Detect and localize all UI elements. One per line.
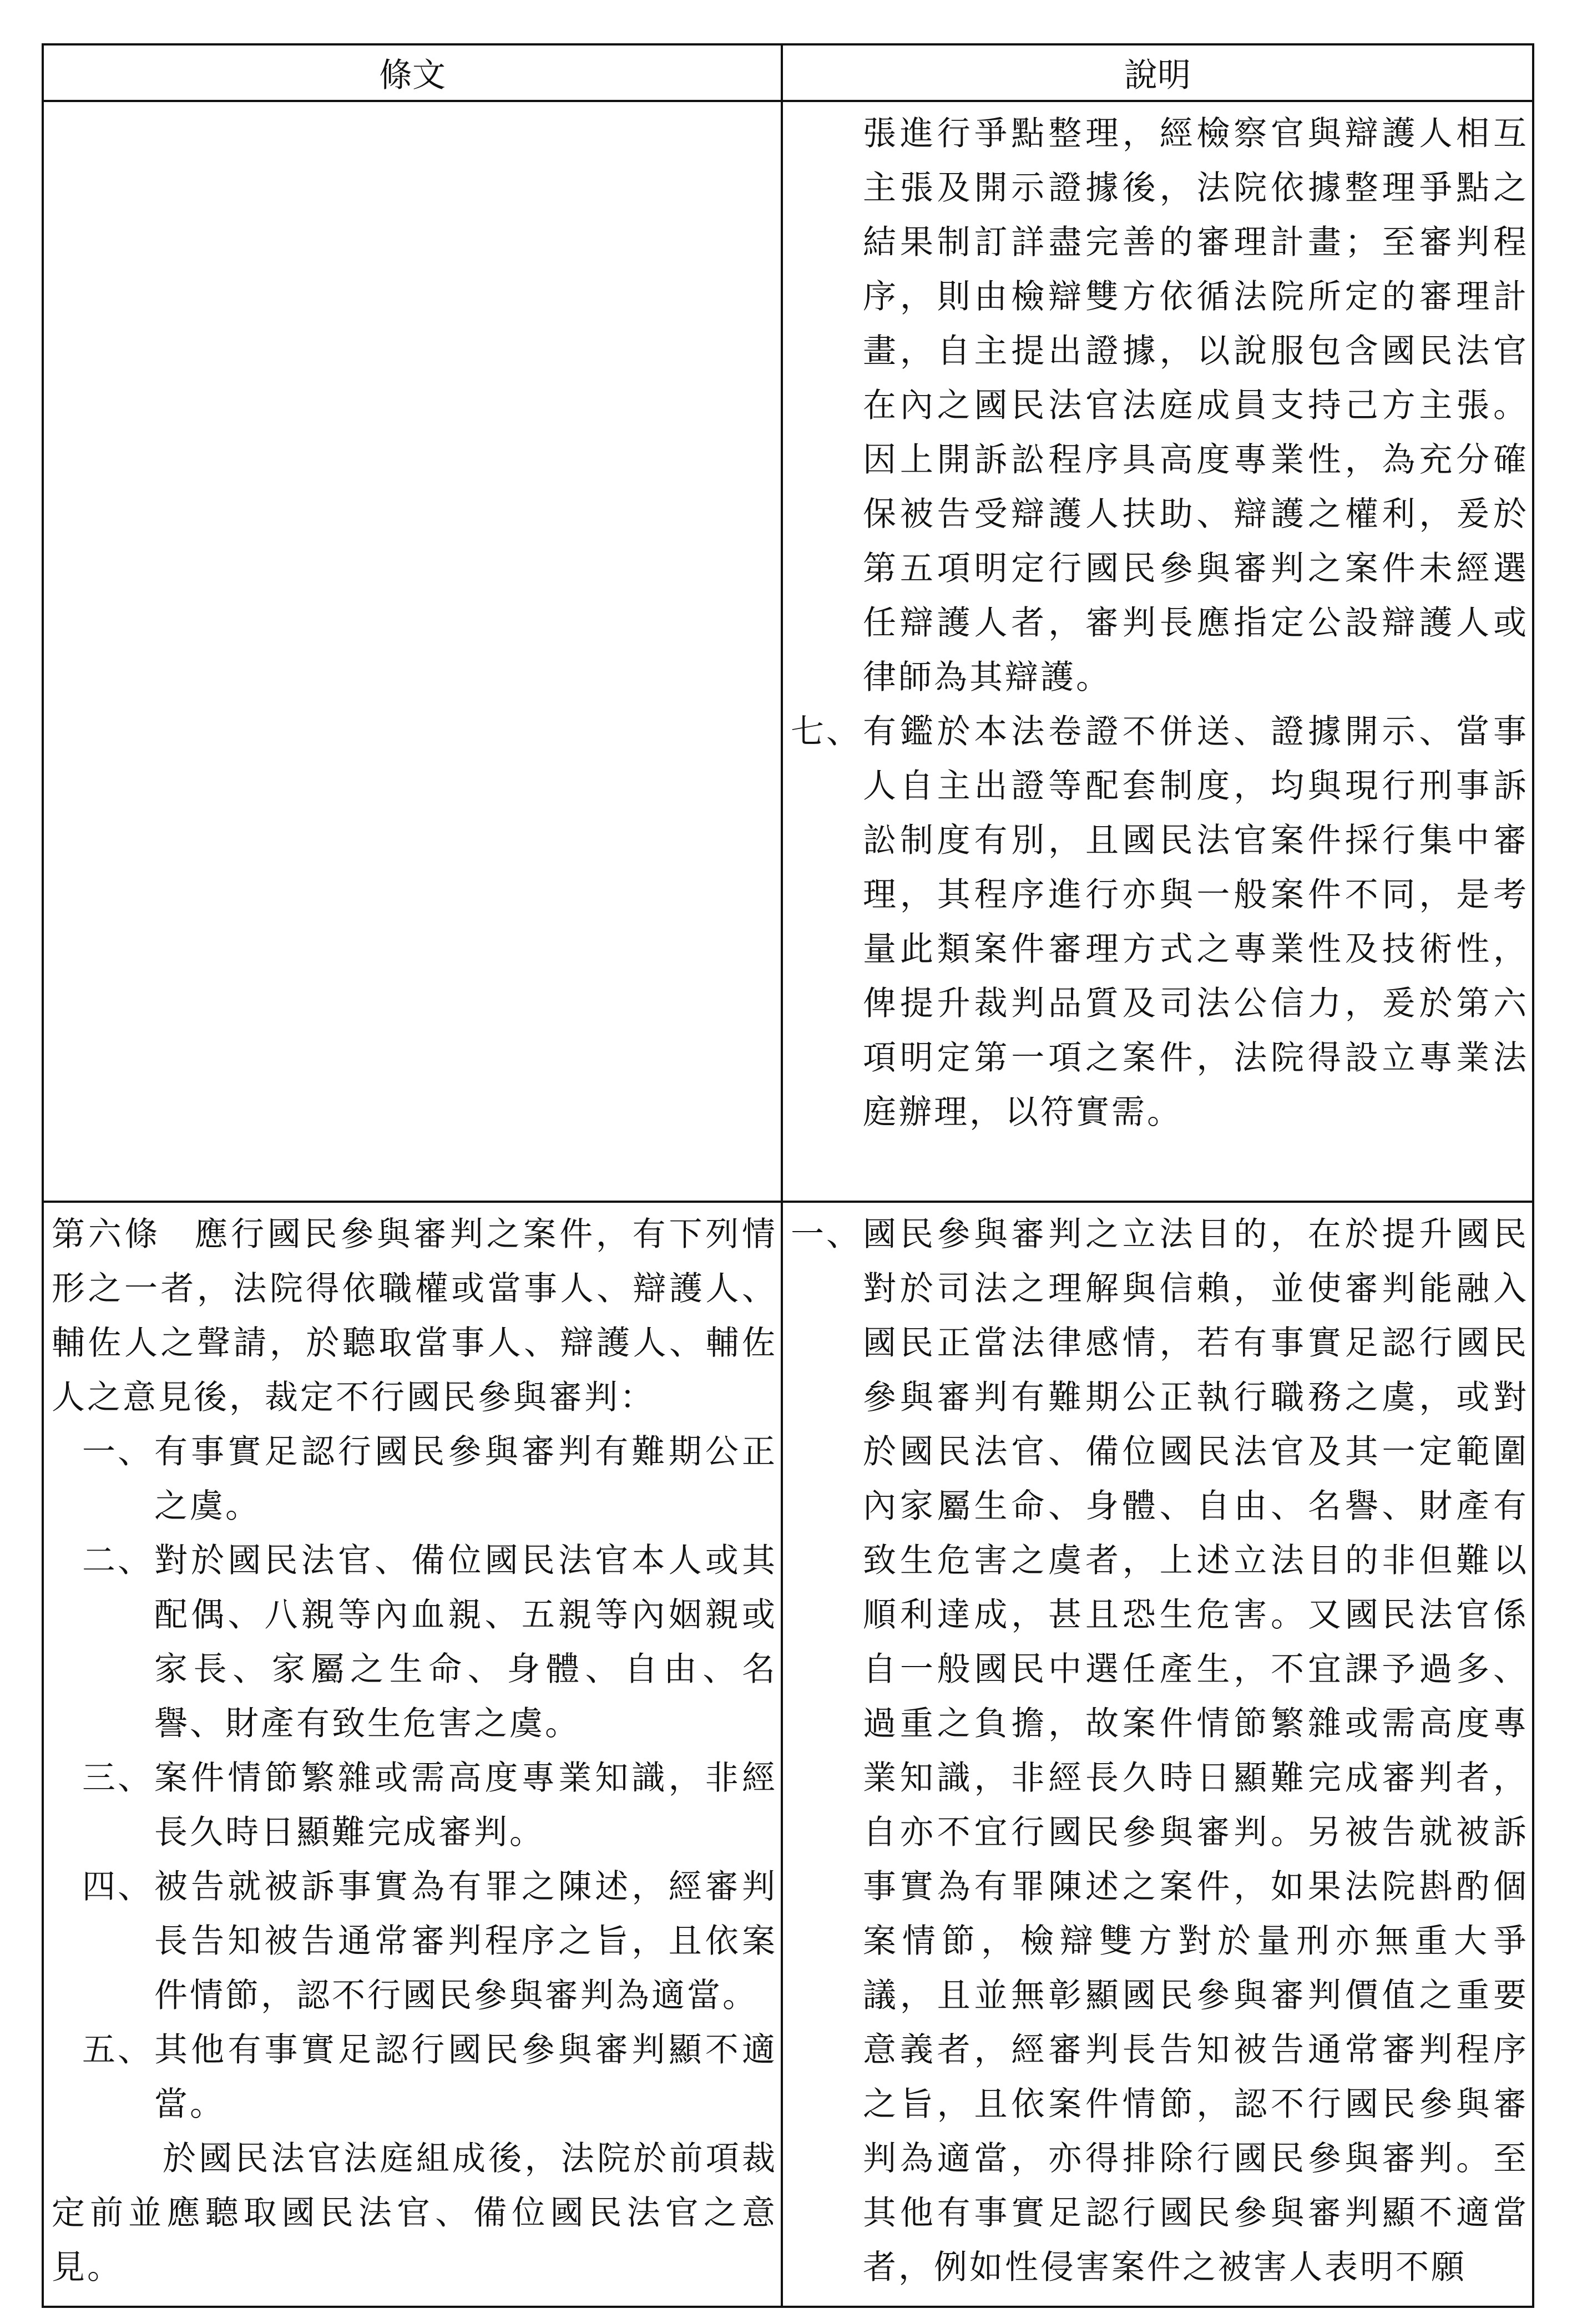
article-item-5: [52, 2023, 777, 2131]
item-number: 二、: [82, 1541, 153, 1580]
item-number: 三、: [82, 1759, 153, 1798]
explanation-item-7: [791, 705, 1529, 1140]
article-intro: [52, 1207, 777, 1425]
provisions-table: [42, 43, 1534, 2308]
header-explanation: 說明: [782, 44, 1533, 101]
item-text: 被告就被訴事實為有罪之陳述，經審判長告知被告通常審判程序之旨，且依案件情節，認不行國民參與審判為適當。: [154, 1867, 777, 2015]
item-number: 一、: [82, 1432, 153, 1471]
item-number: 五、: [82, 2031, 153, 2069]
item-text: 有事實足認行國民參與審判有難期公正之虞。: [154, 1432, 777, 1526]
explanation-continued-text: 張進行爭點整理，經檢察官與辯護人相互主張及開示證據後，法院依據整理爭點之結果制訂詳盡完善的審理計畫；至審判程序，則由檢辯雙方依循法院所定的審理計畫，自主提出證據，以說服包含國民法官在內之國民法官法庭成員支持己方主張。因上開訴訟程序具高度專業性，為充分確保被告受辯護人扶助、辯護之權利，爰於第五項明定行國民參與審判之案件未經選任辯護人者，審判長應指定公設辯護人或律師為其辯護。: [863, 114, 1529, 697]
article-cell-empty: [43, 101, 782, 1202]
explanation-item-1: [791, 1207, 1529, 2295]
article-item-1: [52, 1425, 777, 1533]
item-text: 有鑑於本法卷證不併送、證據開示、當事人自主出證等配套制度，均與現行刑事訴訟制度有別，且國民法官案件採行集中審理，其程序進行亦與一般案件不同，是考量此類案件審理方式之專業性及技術性，俾提升裁判品質及司法公信力，爰於第六項明定第一項之案件，法院得設立專業法庭辦理，以符實需。: [863, 712, 1529, 1132]
article-item-4: [52, 1860, 777, 2023]
item-text: 其他有事實足認行國民參與審判顯不適當。: [154, 2031, 777, 2124]
item-text: 國民參與審判之立法目的，在於提升國民對於司法之理解與信賴，並使審判能融入國民正當法律感情，若有事實足認行國民參與審判有難期公正執行職務之虞，或對於國民法官、備位國民法官及其一定範圍內家屬生命、身體、自由、名譽、財產有致生危害之虞者，上述立法目的非但難以順利達成，甚且恐生危害。又國民法官係自一般國民中選任產生，不宜課予過多、過重之負擔，故案件情節繁雜或需高度專業知識，非經長久時日顯難完成審判者，自亦不宜行國民參與審判。另被告就被訴事實為有罪陳述之案件，如果法院斟酌個案情節，檢辯雙方對於量刑亦無重大爭議，且並無彰顯國民參與審判價值之重要意義者，經審判長告知被告通常審判程序之旨，且依案件情節，認不行國民參與審判為適當，亦得排除行國民參與審判。至其他有事實足認行國民參與審判顯不適當者，例如性侵害案件之被害人表明不願: [863, 1215, 1529, 2287]
item-number: 七、: [791, 712, 862, 751]
explanation-cell: [782, 101, 1533, 1202]
article-number: 第六條: [52, 1215, 161, 1254]
article-item-2: [52, 1533, 777, 1751]
article-intro-text: 應行國民參與審判之案件，有下列情形之一者，法院得依職權或當事人、辯護人、輔佐人之聲請，於聽取當事人、辯護人、輔佐人之意見後，裁定不行國民參與審判：: [52, 1215, 778, 1417]
table-row: [43, 101, 1533, 1202]
item-text: 案件情節繁雜或需高度專業知識，非經長久時日顯難完成審判。: [154, 1759, 777, 1852]
explanation-cell: [782, 1202, 1533, 2307]
article-cell: [43, 1202, 782, 2307]
header-provisions: 條文: [43, 44, 782, 101]
table-row: [43, 1202, 1533, 2307]
item-number: 一、: [791, 1215, 862, 1254]
article-paragraph-2: 於國民法官法庭組成後，法院於前項裁定前並應聽取國民法官、備位國民法官之意見。: [52, 2139, 777, 2287]
article-item-3: [52, 1751, 777, 1860]
item-text: 對於國民法官、備位國民法官本人或其配偶、八親等內血親、五親等內姻親或家長、家屬之生命、身體、自由、名譽、財產有致生危害之虞。: [154, 1541, 777, 1743]
item-number: 四、: [82, 1867, 153, 1906]
